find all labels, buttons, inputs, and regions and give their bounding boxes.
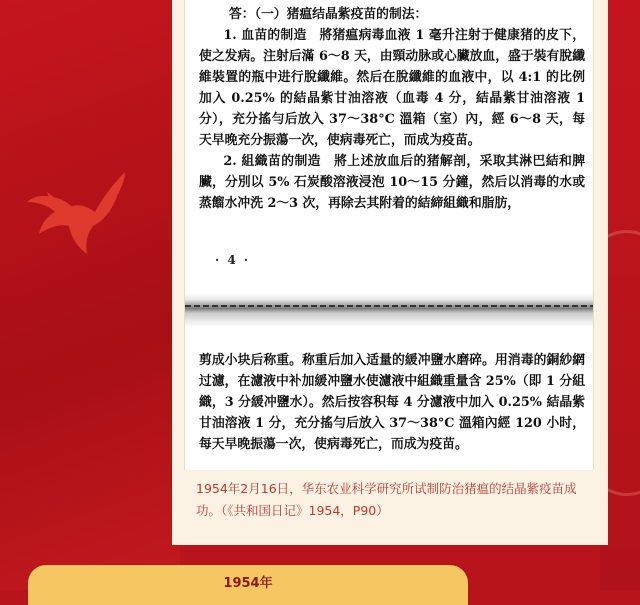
- background-left-panel: [0, 0, 180, 590]
- paragraph-blood-vaccine: 1. 血苗的制造 將猪瘟病毒血液 1 毫升注射于健康猪的皮下，使之发病。注射后滿 6～8 天，由頸动脉或心臟放血，盛于裝有脫纖維裝置的瓶中进行脫纖維。然后在脫纖維的血液中，以 4:1 的比例加入 0.25% 的結晶紫甘油溶液（血毒 4 分，結晶紫甘油溶液 1 分），充分搖勻后放入 37～38°C 溫箱（室）內，經 6～8 天，每天早晚充分振蕩一次，使病毒死亡，而成为疫苗。: [199, 28, 585, 148]
- document-heading: 答：（一）猪瘟结晶紫疫苗的制法：: [229, 7, 428, 22]
- paragraph-tissue-vaccine: 2. 組織苗的制造 將上述放血后的猪解剖，采取其淋巴結和脾臟，分別以 5% 石炭酸溶液浸泡 10～15 分鐘，然后以消毒的水或蒸餾水冲洗 2～3 次，再除去其附着的結締組織和脂肪，: [199, 154, 585, 211]
- year-tab: [28, 565, 468, 605]
- content-card: [172, 0, 608, 545]
- image-caption: 1954年2月16日，华东农业科学研究所试制防治猪瘟的结晶紫疫苗成功。（《共和国日记》1954，P90）: [196, 481, 577, 518]
- page-break-divider: [185, 293, 593, 327]
- year-label: 1954年: [223, 576, 273, 591]
- page-number: · 4 ·: [215, 253, 251, 267]
- document-bottom-text: [199, 350, 585, 455]
- document-top-text: [199, 4, 585, 214]
- dove-icon: [25, 168, 135, 258]
- scanned-document: [184, 0, 594, 470]
- paragraph-continued: 剪成小块后称重。称重后加入适量的緩冲鹽水磨碎。用消毒的銅紗網过濾，在濾液中补加緩冲鹽水使濾液中組織重量含 25%（即 1 分組織，3 分緩冲鹽水）。然后按容积每 4 分濾液中加入 0.25% 結晶紫甘油溶液 1 分，充分搖勻后放入 37～38°C 溫箱內經 120 小时，每天早晚振蕩一次，使病毒死亡，而成为疫苗。: [199, 353, 585, 452]
